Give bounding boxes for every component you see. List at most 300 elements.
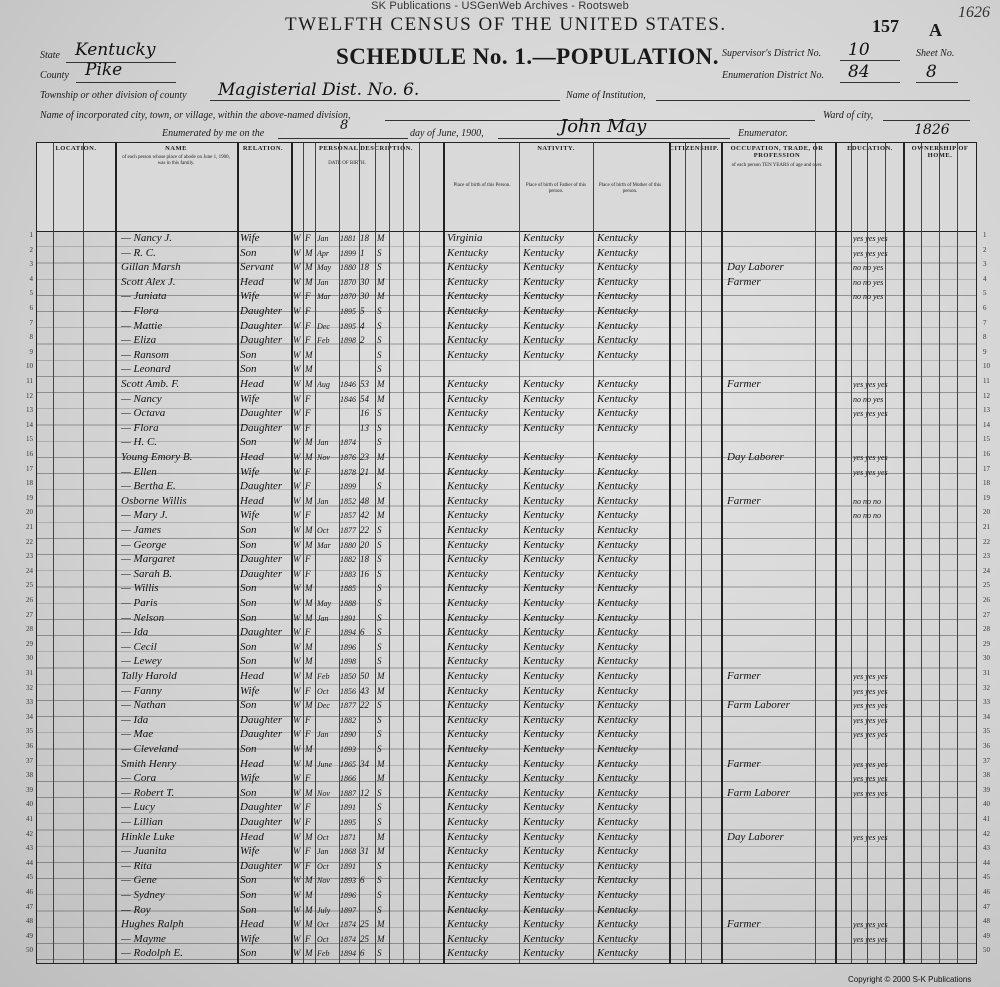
row-number: 47	[26, 902, 33, 911]
cell-father: Kentucky	[523, 421, 564, 434]
row-number-right: 13	[983, 406, 990, 415]
cell-month: Feb	[317, 336, 330, 346]
cell-rel: Wife	[240, 772, 260, 785]
cell-rel: Daughter	[240, 480, 283, 493]
cell-age: 13	[360, 422, 369, 433]
cell-sex: F	[305, 846, 311, 857]
cell-place: Kentucky	[447, 319, 488, 332]
cell-sex: M	[305, 744, 313, 754]
cell-age: 20	[360, 539, 369, 550]
cell-color: W	[293, 773, 301, 784]
cell-mother: Kentucky	[597, 859, 638, 872]
table-row	[26, 946, 990, 962]
cell-mother: Kentucky	[597, 757, 638, 770]
cell-mar: S	[377, 714, 382, 725]
cell-rel: Son	[240, 538, 257, 551]
row-number: 18	[26, 479, 33, 488]
row-number-right: 24	[983, 566, 990, 575]
cell-father: Kentucky	[523, 889, 564, 901]
cell-mar: S	[377, 817, 382, 827]
row-number-right: 1	[983, 231, 987, 239]
cell-place: Kentucky	[447, 378, 488, 390]
page-letter: A	[929, 20, 942, 40]
sheet-label: Sheet No.	[916, 48, 955, 59]
cell-name: Scott Alex J.	[121, 275, 176, 288]
row-number-right: 38	[983, 771, 990, 780]
cell-color: W	[293, 335, 301, 346]
cell-sex: F	[305, 817, 311, 827]
cell-color: W	[293, 349, 301, 360]
cell-rel: Wife	[240, 684, 260, 697]
enumeration-value: 84	[848, 62, 870, 82]
cell-name: — Nancy J.	[121, 232, 173, 244]
cell-place: Kentucky	[447, 465, 488, 478]
cell-month: Jan	[317, 730, 329, 740]
cell-sex: M	[305, 525, 313, 535]
cell-rel: Son	[240, 699, 257, 712]
cell-father: Kentucky	[523, 494, 564, 507]
cell-sex: F	[305, 393, 311, 404]
cell-mother: Kentucky	[597, 597, 638, 609]
cell-age: 34	[360, 758, 369, 769]
cell-sex: M	[305, 583, 313, 594]
row-number-right: 40	[983, 800, 990, 809]
cell-mar: S	[377, 539, 382, 550]
birth-mother-note: Place of birth of Mother of this person.	[598, 183, 662, 194]
row-number: 25	[26, 581, 33, 590]
cell-mar: S	[377, 890, 382, 900]
cell-place: Kentucky	[447, 670, 488, 682]
cell-edu: yes yes yes	[853, 934, 888, 944]
cell-color: W	[293, 904, 301, 915]
cell-place: Kentucky	[447, 947, 488, 960]
row-number-right: 6	[983, 304, 987, 312]
row-number: 6	[29, 304, 33, 312]
cell-father: Kentucky	[523, 830, 564, 843]
cell-mother: Kentucky	[597, 903, 638, 916]
cell-sex: M	[305, 919, 313, 930]
cell-color: W	[293, 700, 301, 711]
cell-mother: Kentucky	[597, 611, 638, 624]
population-table	[26, 142, 990, 964]
cell-sex: M	[305, 831, 313, 842]
cell-edu: no no yes	[853, 263, 884, 273]
cell-rel: Servant	[240, 261, 274, 274]
cell-rel: Daughter	[240, 567, 283, 580]
cell-mar: M	[377, 758, 385, 769]
cell-mar: M	[377, 495, 385, 506]
cell-color: W	[293, 481, 301, 492]
cell-father: Kentucky	[523, 786, 564, 799]
cell-father: Kentucky	[523, 611, 564, 624]
cell-rel: Daughter	[240, 626, 283, 639]
cell-rel: Son	[240, 947, 257, 960]
row-number-right: 8	[983, 333, 987, 342]
cell-rel: Daughter	[240, 801, 283, 814]
cell-edu: yes yes yes	[853, 920, 888, 930]
cell-mother: Kentucky	[597, 524, 638, 536]
cell-mar: S	[377, 554, 382, 565]
cell-age: 43	[360, 685, 369, 696]
cell-rel: Daughter	[240, 407, 283, 420]
cell-age: 16	[360, 408, 369, 419]
cell-mar: S	[377, 802, 382, 813]
cell-mother: Kentucky	[597, 378, 638, 390]
cell-age: 21	[360, 466, 369, 477]
row-number: 45	[26, 873, 33, 882]
cell-place: Kentucky	[447, 786, 488, 799]
cell-sex: F	[305, 481, 311, 492]
row-number: 34	[26, 712, 33, 721]
supervisor-value: 10	[848, 40, 870, 60]
cell-age: 25	[360, 933, 369, 944]
cell-occ: Farmer	[727, 378, 761, 390]
cell-name: Tally Harold	[121, 670, 177, 682]
cell-father: Kentucky	[523, 699, 564, 712]
cell-age: 16	[360, 568, 369, 579]
cell-color: W	[293, 364, 301, 375]
cell-mother: Kentucky	[597, 407, 638, 420]
row-number-right: 49	[983, 931, 990, 940]
row-number: 29	[26, 639, 33, 648]
row-number-right: 18	[983, 479, 990, 488]
cell-name: — Nathan	[121, 699, 166, 712]
cell-sex: M	[305, 890, 313, 900]
cell-color: W	[293, 671, 301, 681]
cell-month: Dec	[317, 321, 330, 331]
cell-year: 1883	[340, 569, 356, 579]
cell-color: W	[293, 714, 301, 725]
cell-name: — Lewey	[121, 655, 162, 668]
cell-sex: M	[305, 495, 313, 506]
row-number-right: 36	[983, 742, 990, 750]
cell-mar: S	[377, 700, 382, 711]
cell-mother: Kentucky	[597, 334, 638, 347]
cell-mother: Kentucky	[597, 932, 638, 945]
cell-father: Kentucky	[523, 261, 564, 274]
cell-name: — Nancy	[121, 392, 162, 405]
cell-name: — Paris	[121, 597, 158, 609]
cell-month: Aug	[317, 380, 330, 389]
row-number: 43	[26, 844, 33, 853]
row-number: 16	[26, 450, 33, 458]
cell-sex: M	[305, 700, 313, 711]
row-number: 1	[29, 231, 33, 239]
cell-color: W	[293, 831, 301, 842]
cell-color: W	[293, 437, 301, 448]
cell-rel: Daughter	[240, 553, 283, 566]
cell-color: W	[293, 247, 301, 258]
cell-name: — Lucy	[121, 801, 155, 814]
enumerator-value: John May	[560, 116, 647, 137]
cell-father: Kentucky	[523, 290, 564, 303]
row-number-right: 12	[983, 391, 990, 400]
row-number: 15	[26, 435, 33, 444]
cell-rel: Daughter	[240, 859, 283, 872]
cell-rel: Daughter	[240, 816, 283, 828]
county-label: County	[40, 70, 69, 81]
cell-sex: F	[305, 627, 311, 638]
cell-year: 1865	[340, 759, 356, 769]
cell-name: — Cleveland	[121, 743, 179, 755]
date-of-birth-note: DATE OF BIRTH.	[328, 161, 366, 166]
cell-month: Jan	[317, 234, 329, 243]
group-education: EDUCATION.	[847, 145, 893, 152]
cell-place: Kentucky	[447, 801, 488, 814]
cell-year: 1877	[340, 526, 356, 535]
cell-father: Kentucky	[523, 626, 564, 639]
row-number: 36	[26, 742, 33, 750]
cell-mother: Kentucky	[597, 290, 638, 303]
cell-month: Jan	[317, 496, 329, 506]
row-number-right: 16	[983, 450, 990, 458]
cell-name: — Roy	[121, 903, 151, 916]
cell-color: W	[293, 598, 301, 608]
group-nativity: NATIVITY.	[537, 145, 575, 152]
cell-mar: S	[377, 306, 382, 316]
cell-year: 1874	[340, 438, 356, 448]
cell-place: Kentucky	[447, 290, 488, 303]
cell-name: — Flora	[121, 421, 159, 434]
cell-place: Kentucky	[447, 713, 488, 726]
cell-father: Kentucky	[523, 451, 564, 463]
cell-year: 1895	[340, 321, 356, 331]
cell-color: W	[293, 627, 301, 638]
cell-father: Kentucky	[523, 947, 564, 960]
cell-father: Kentucky	[523, 728, 564, 741]
cell-mother: Kentucky	[597, 261, 638, 274]
cell-place: Kentucky	[447, 334, 488, 347]
row-number: 33	[26, 698, 33, 707]
cell-father: Kentucky	[523, 582, 564, 595]
row-number-right: 29	[983, 639, 990, 648]
cell-month: Feb	[317, 672, 330, 681]
cell-place: Kentucky	[447, 261, 488, 274]
birth-father-note: Place of birth of Father of this person.	[525, 183, 587, 194]
cell-mother: Kentucky	[597, 845, 638, 858]
cell-mar: S	[377, 568, 382, 579]
cell-sex: F	[305, 233, 311, 243]
row-number: 4	[29, 274, 33, 283]
cell-father: Kentucky	[523, 670, 564, 682]
cell-name: — James	[121, 524, 162, 536]
cell-place: Kentucky	[447, 494, 488, 507]
row-number: 23	[26, 552, 33, 561]
cell-mar: M	[377, 466, 385, 477]
row-number-right: 31	[983, 669, 990, 677]
sheet-value: 8	[926, 62, 937, 82]
cell-father: Kentucky	[523, 874, 564, 887]
cell-edu: no no yes	[853, 394, 884, 404]
cell-mar: S	[377, 627, 382, 638]
row-number-right: 5	[983, 289, 987, 298]
cell-edu: yes yes yes	[853, 409, 888, 419]
cell-occ: Day Laborer	[727, 451, 784, 463]
cell-name: — Ransom	[121, 348, 169, 361]
cell-year: 1878	[340, 467, 356, 477]
cell-year: 1877	[340, 701, 356, 711]
incorporated-label: Name of incorporated city, town, or village, within the above-named division,	[40, 110, 351, 121]
row-number: 31	[26, 669, 33, 677]
row-number: 37	[26, 756, 33, 765]
cell-color: W	[293, 802, 301, 813]
cell-year: 1887	[340, 788, 356, 798]
cell-color: W	[293, 408, 301, 419]
row-number: 28	[26, 625, 33, 634]
cell-color: W	[293, 846, 301, 857]
cell-name: — Eliza	[121, 334, 157, 347]
cell-father: Kentucky	[523, 845, 564, 858]
cell-rel: Head	[240, 670, 264, 682]
cell-rel: Daughter	[240, 305, 283, 317]
cell-mar: M	[377, 933, 385, 944]
enumerated-label: Enumerated by me on the	[162, 128, 265, 139]
cell-color: W	[293, 933, 301, 944]
cell-color: W	[293, 919, 301, 930]
cell-mother: Kentucky	[597, 421, 638, 434]
cell-name: — Lillian	[121, 816, 163, 828]
cell-month: Oct	[317, 526, 329, 535]
cell-name: — Willis	[121, 582, 159, 595]
supervisor-label: Supervisor's District No.	[722, 48, 822, 59]
cell-sex: F	[305, 408, 311, 419]
cell-year: 1870	[340, 292, 356, 302]
row-number: 20	[26, 508, 33, 517]
row-number-right: 39	[983, 785, 990, 794]
row-number: 17	[26, 464, 33, 473]
cell-name: — Juanita	[121, 845, 167, 858]
cell-year: 1871	[340, 832, 356, 842]
cell-year: 1881	[340, 234, 356, 243]
cell-color: W	[293, 379, 301, 389]
cell-edu: no no no	[853, 511, 881, 521]
row-number: 38	[26, 771, 33, 780]
row-number-right: 25	[983, 581, 990, 590]
row-number: 22	[26, 537, 33, 546]
cell-rel: Head	[240, 830, 264, 843]
cell-sex: F	[305, 510, 311, 521]
cell-sex: F	[305, 933, 311, 944]
cell-mar: M	[377, 393, 385, 404]
cell-rel: Daughter	[240, 713, 283, 726]
cell-mar: M	[377, 773, 385, 784]
cell-age: 6	[360, 875, 365, 886]
cell-father: Kentucky	[523, 567, 564, 580]
row-number-right: 33	[983, 698, 990, 707]
cell-father: Kentucky	[523, 903, 564, 916]
cell-edu: yes yes yes	[853, 234, 888, 243]
cell-sex: F	[305, 773, 311, 784]
cell-place: Kentucky	[447, 772, 488, 785]
cell-sex: F	[305, 320, 311, 331]
cell-name: — Ellen	[121, 465, 157, 478]
cell-year: 1846	[340, 380, 356, 389]
cell-mother: Kentucky	[597, 713, 638, 726]
cell-sex: F	[305, 466, 311, 477]
cell-color: W	[293, 583, 301, 594]
cell-father: Kentucky	[523, 932, 564, 945]
cell-mar: S	[377, 656, 382, 667]
cell-name: — Sydney	[121, 889, 165, 901]
cell-rel: Head	[240, 918, 264, 931]
cell-father: Kentucky	[523, 640, 564, 653]
cell-year: 1876	[340, 453, 356, 462]
row-number-right: 2	[983, 245, 987, 254]
cell-place: Kentucky	[447, 626, 488, 639]
row-number-right: 28	[983, 625, 990, 634]
cell-color: W	[293, 422, 301, 433]
cell-mother: Kentucky	[597, 801, 638, 814]
cell-place: Kentucky	[447, 903, 488, 916]
day-label: day of June, 1900,	[410, 128, 484, 139]
cell-father: Kentucky	[523, 859, 564, 872]
cell-year: 1895	[340, 307, 356, 316]
cell-year: 1870	[340, 277, 356, 287]
group-name: NAME	[165, 145, 187, 152]
cell-age: 50	[360, 671, 369, 681]
cell-month: July	[317, 905, 331, 915]
row-number-right: 3	[983, 260, 987, 269]
cell-father: Kentucky	[523, 275, 564, 288]
occupation-note: of each person TEN YEARS of age and over.	[731, 163, 823, 168]
row-number-right: 20	[983, 508, 990, 517]
cell-sex: F	[305, 802, 311, 813]
cell-mar: S	[377, 349, 382, 360]
cell-sex: M	[305, 247, 313, 258]
cell-sex: M	[305, 671, 313, 681]
cell-place: Kentucky	[447, 699, 488, 712]
cell-rel: Wife	[240, 392, 260, 405]
cell-name: — H. C.	[121, 436, 158, 449]
cell-mother: Kentucky	[597, 465, 638, 478]
cell-age: 25	[360, 919, 369, 930]
cell-name: — Cecil	[121, 640, 157, 653]
cell-edu: yes yes yes	[853, 774, 888, 784]
row-number: 8	[29, 333, 33, 342]
cell-sex: M	[305, 641, 313, 652]
cell-month: Oct	[317, 934, 329, 944]
row-number: 12	[26, 391, 33, 400]
cell-name: — Mattie	[121, 319, 163, 332]
cell-edu: yes yes yes	[853, 453, 888, 462]
row-number-right: 50	[983, 946, 990, 955]
cell-rel: Son	[240, 363, 257, 376]
cell-name: — Nelson	[121, 611, 165, 624]
name-note: of each person whose place of abode on June 1, 1900, was in this family.	[122, 155, 230, 166]
cell-place: Kentucky	[447, 728, 488, 741]
row-number: 9	[29, 347, 33, 356]
cell-year: 1874	[340, 920, 356, 930]
cell-year: 1890	[340, 730, 356, 740]
institution-label: Name of Institution,	[566, 90, 646, 101]
cell-sex: M	[305, 656, 313, 667]
cell-age: 2	[360, 335, 365, 346]
cell-place: Kentucky	[447, 275, 488, 288]
cell-year: 1894	[340, 628, 356, 638]
row-number: 2	[29, 245, 33, 254]
cell-place: Kentucky	[447, 582, 488, 595]
cell-month: June	[317, 759, 333, 769]
cell-place: Kentucky	[447, 451, 488, 463]
row-number: 10	[26, 362, 33, 371]
cell-mar: M	[377, 685, 385, 696]
cell-month: Mar	[317, 292, 331, 302]
cell-month: May	[317, 263, 332, 273]
row-number: 46	[26, 888, 33, 896]
cell-place: Kentucky	[447, 845, 488, 858]
cell-mar: S	[377, 875, 382, 886]
cell-name: — Gene	[121, 874, 157, 887]
